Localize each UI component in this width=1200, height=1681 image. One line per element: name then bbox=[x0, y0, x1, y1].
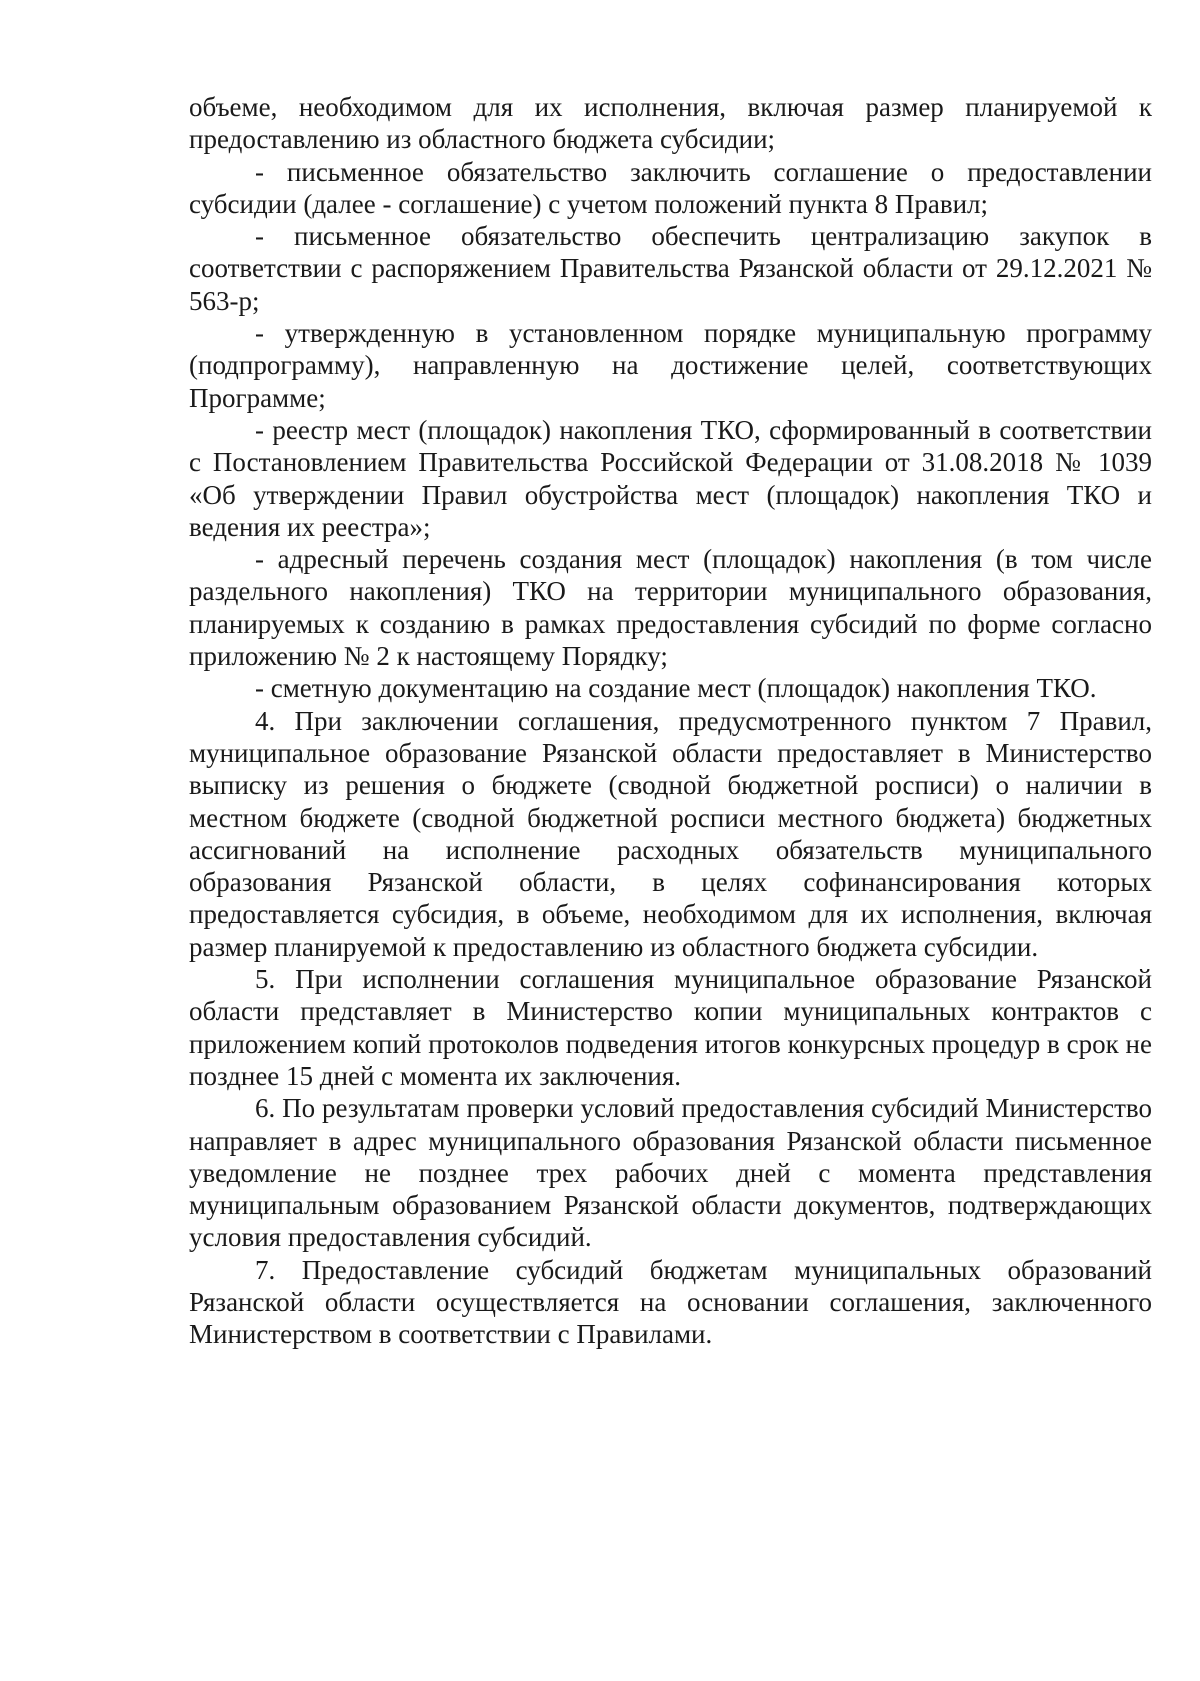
list-item-address-list: - адресный перечень создания мест (площадок) накопления (в том числе раздельного накопления) ТКО на территории муниципального образования, планируемых к созданию в рамках предоставления субсидий по форме согласно приложению № 2 к настоящему Порядку; bbox=[189, 544, 1152, 672]
document-body bbox=[189, 91, 1152, 1351]
list-item-municipal-program: - утвержденную в установленном порядке муниципальную программу (подпрограмму), направленную на достижение целей, соответствующих Программе; bbox=[189, 318, 1152, 413]
paragraph-item-5: 5. При исполнении соглашения муниципальное образование Рязанской области представляет в Министерство копии муниципальных контрактов с приложением копий протоколов подведения итогов конкурсных процедур в срок не позднее 15 дней с момента их заключения. bbox=[189, 964, 1152, 1091]
list-item-registry: - реестр мест (площадок) накопления ТКО, сформированный в соответствии с Постановлением Правительства Российской Федерации от 31.08.2018 № 1039 «Об утверждении Правил обустройства мест (площадок) накопления ТКО и ведения их реестра»; bbox=[189, 414, 1152, 542]
paragraph-continuation: объеме, необходимом для их исполнения, включая размер планируемой к предоставлению из областного бюджета субсидии; bbox=[189, 92, 1152, 155]
list-item-procurement-centralization: - письменное обязательство обеспечить централизацию закупок в соответствии с распоряжением Правительства Рязанской области от 29.12.2021 № 563-р; bbox=[189, 221, 1152, 316]
list-item-estimate-documentation: - сметную документацию на создание мест (площадок) накопления ТКО. bbox=[255, 673, 1097, 704]
paragraph-item-7: 7. Предоставление субсидий бюджетам муниципальных образований Рязанской области осуществляется на основании соглашения, заключенного Министерством в соответствии с Правилами. bbox=[189, 1254, 1152, 1350]
list-item-agreement-obligation: - письменное обязательство заключить соглашение о предоставлении субсидии (далее - соглашение) с учетом положений пункта 8 Правил; bbox=[189, 156, 1152, 219]
paragraph-item-6: 6. По результатам проверки условий предоставления субсидий Министерство направляет в адрес муниципального образования Рязанской области письменное уведомление не позднее трех рабочих дней с момента представления муниципальным образованием Рязанской области документов, подтверждающих условия предоставления субсидий. bbox=[189, 1093, 1152, 1253]
paragraph-item-4: 4. При заключении соглашения, предусмотренного пунктом 7 Правил, муниципальное образование Рязанской области предоставляет в Министерство выписку из решения о бюджете (сводной бюджетной росписи) о наличии в местном бюджете (сводной бюджетной росписи местного бюджета) бюджетных ассигнований на исполнение расходных обязательств муниципального образования Рязанской области, в целях софинансирования которых предоставляется субсидия, в объеме, необходимом для их исполнения, включая размер планируемой к предоставлению из областного бюджета субсидии. bbox=[189, 705, 1152, 962]
